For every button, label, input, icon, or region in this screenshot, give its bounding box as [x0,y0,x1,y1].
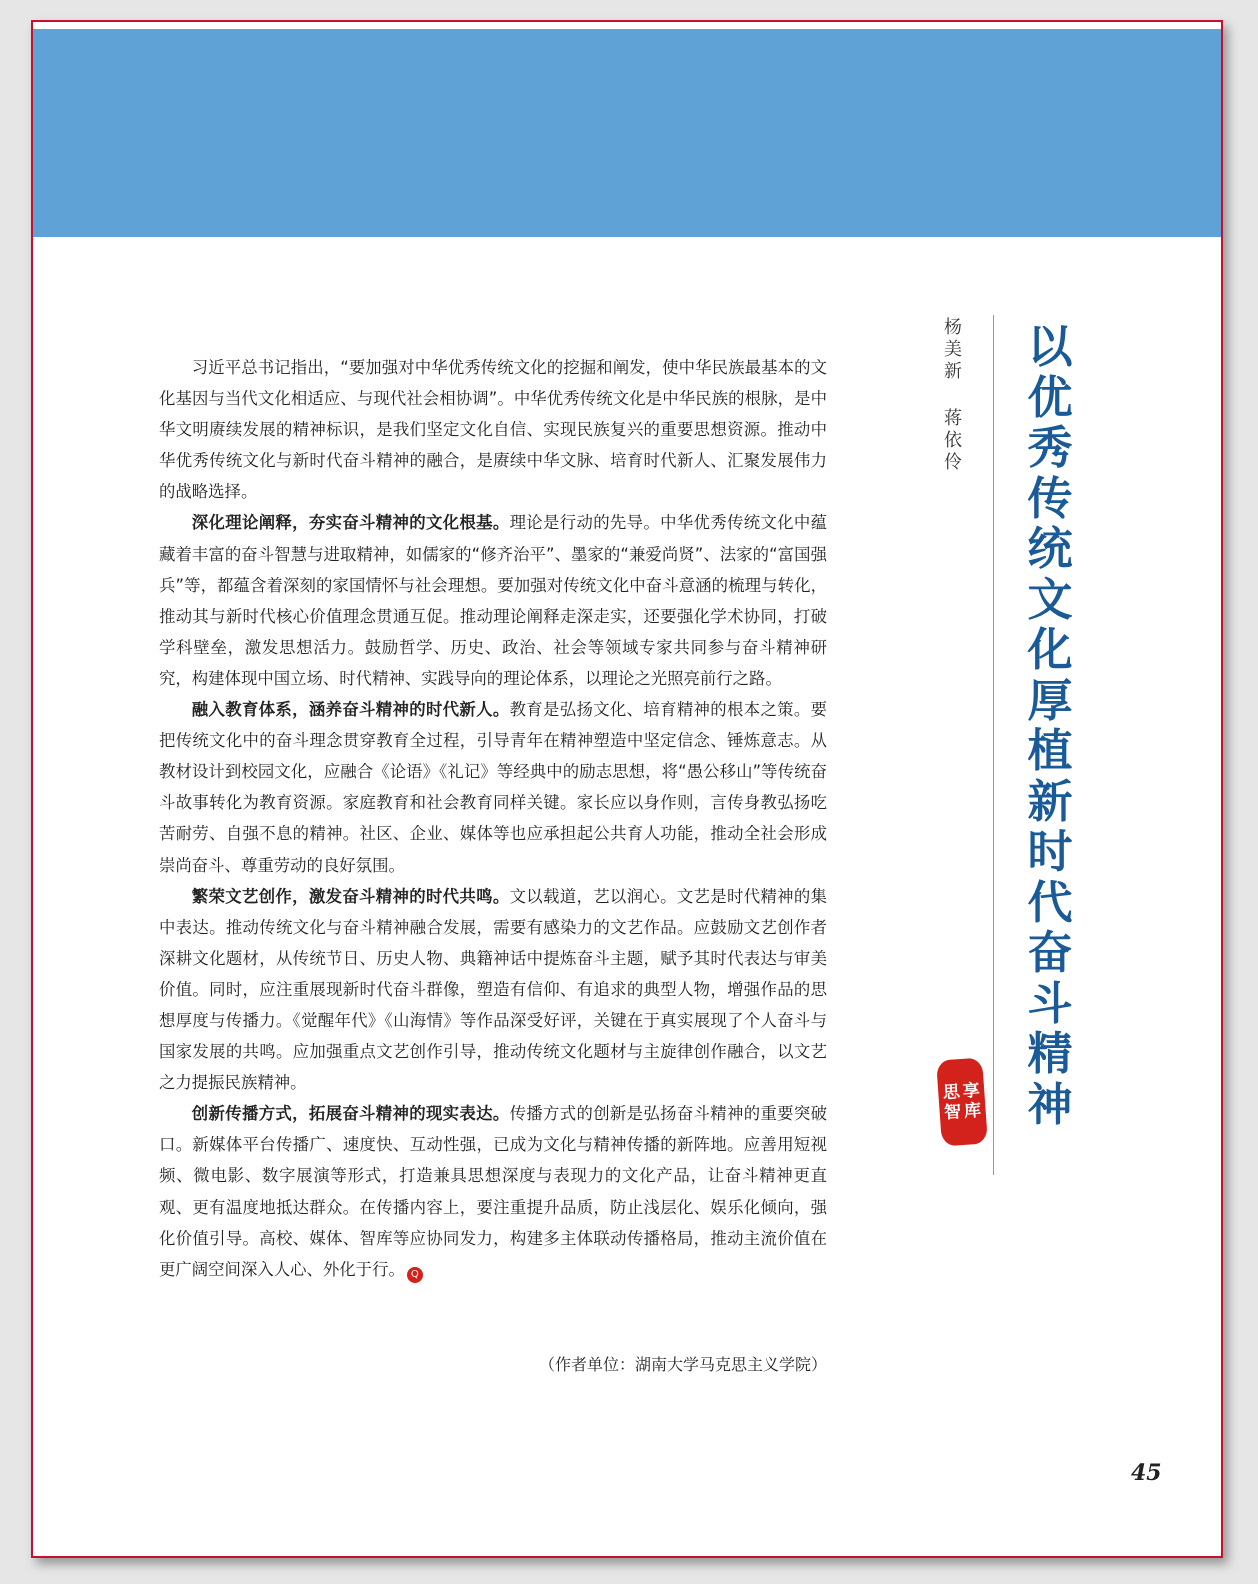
author-name: 蒋依伶 [944,408,962,473]
author-name: 杨美新 [944,317,962,382]
paragraph-lead: 深化理论阐释，夯实奋斗精神的文化根基。 [191,513,510,533]
paragraph: 融入教育体系，涵养奋斗精神的时代新人。教育是弘扬文化、培育精神的根本之策。要把传统文化中的奋斗理念贯穿教育全过程，引导青年在精神塑造中坚定信念、锤炼意志。从教材设计到校园文化，应融合《论语》《礼记》等经典中的励志思想，将“愚公移山”等传统奋斗故事转化为教育资源。家庭教育和社会教育同样关键。家长应以身作则，言传身教弘扬吃苦耐劳、自强不息的精神。社区、企业、媒体等也应承担起公共育人功能，推动全社会形成崇尚奋斗、尊重劳动的良好氛围。 [159,700,828,875]
author-affiliation: （作者单位：湖南大学马克思主义学院） [538,1355,827,1374]
page-number: 45 [1131,1460,1162,1486]
divider-line [993,315,994,1175]
header-banner [33,29,1221,237]
end-mark-icon: Q [407,1267,423,1283]
paragraph: 深化理论阐释，夯实奋斗精神的文化根基。理论是行动的先导。中华优秀传统文化中蕴藏着丰富的奋斗智慧与进取精神，如儒家的“修齐治平”、墨家的“兼爱尚贤”、法家的“富国强兵”等，都蕴含着深刻的家国情怀与社会理想。要加强对传统文化中奋斗意涵的梳理与转化，推动其与新时代核心价值理念贯通互促。推动理论阐释走深走实，还要强化学术协同，打破学科壁垒，激发思想活力。鼓励哲学、历史、政治、社会等领域专家共同参与奋斗精神研究，构建体现中国立场、时代精神、实践导向的理论体系，以理论之光照亮前行之路。 [159,513,828,688]
paragraph: 创新传播方式，拓展奋斗精神的现实表达。传播方式的创新是弘扬奋斗精神的重要突破口。新媒体平台传播广、速度快、互动性强，已成为文化与精神传播的新阵地。应善用短视频、微电影、数字展演等形式，打造兼具思想深度与表现力的文化产品，让奋斗精神更直观、更有温度地抵达群众。在传播内容上，要注重提升品质，防止浅层化、娱乐化倾向，强化价值引导。高校、媒体、智库等应协同发力，构建多主体联动传播格局，推动主流价值在更广阔空间深入人心、外化于行。 Q [159,1098,827,1285]
seal-stamp: 思 享 智 库 [936,1058,988,1147]
article-title: 以优秀传统文化厚植新时代奋斗精神 [1027,320,1073,1131]
article-body [159,352,827,1285]
paragraph: 习近平总书记指出，“要加强对中华优秀传统文化的挖掘和阐发，使中华民族最基本的文化基因与当代文化相适应、与现代社会相协调”。中华优秀传统文化是中华民族的根脉，是中华文明赓续发展的精神标识，是我们坚定文化自信、实现民族复兴的重要思想资源。推动中华优秀传统文化与新时代奋斗精神的融合，是赓续中华文脉、培育时代新人、汇聚发展伟力的战略选择。 [159,358,827,502]
paragraph-lead: 繁荣文艺创作，激发奋斗精神的时代共鸣。 [191,886,510,906]
magazine-page [31,20,1223,1558]
paragraph: 繁荣文艺创作，激发奋斗精神的时代共鸣。文以载道，艺以润心。文艺是时代精神的集中表达。推动传统文化与奋斗精神融合发展，需要有感染力的文艺作品。应鼓励文艺创作者深耕文化题材，从传统节日、历史人物、典籍神话中提炼奋斗主题，赋予其时代表达与审美价值。同时，应注重展现新时代奋斗群像，塑造有信仰、有追求的典型人物，增强作品的思想厚度与传播力。《觉醒年代》《山海情》等作品深受好评，关键在于真实展现了个人奋斗与国家发展的共鸣。应加强重点文艺创作引导，推动传统文化题材与主旋律创作融合，以文艺之力提振民族精神。 [159,886,828,1093]
paragraph-lead: 创新传播方式，拓展奋斗精神的现实表达。 [191,1104,510,1124]
paragraph-lead: 融入教育体系，涵养奋斗精神的时代新人。 [191,700,510,720]
